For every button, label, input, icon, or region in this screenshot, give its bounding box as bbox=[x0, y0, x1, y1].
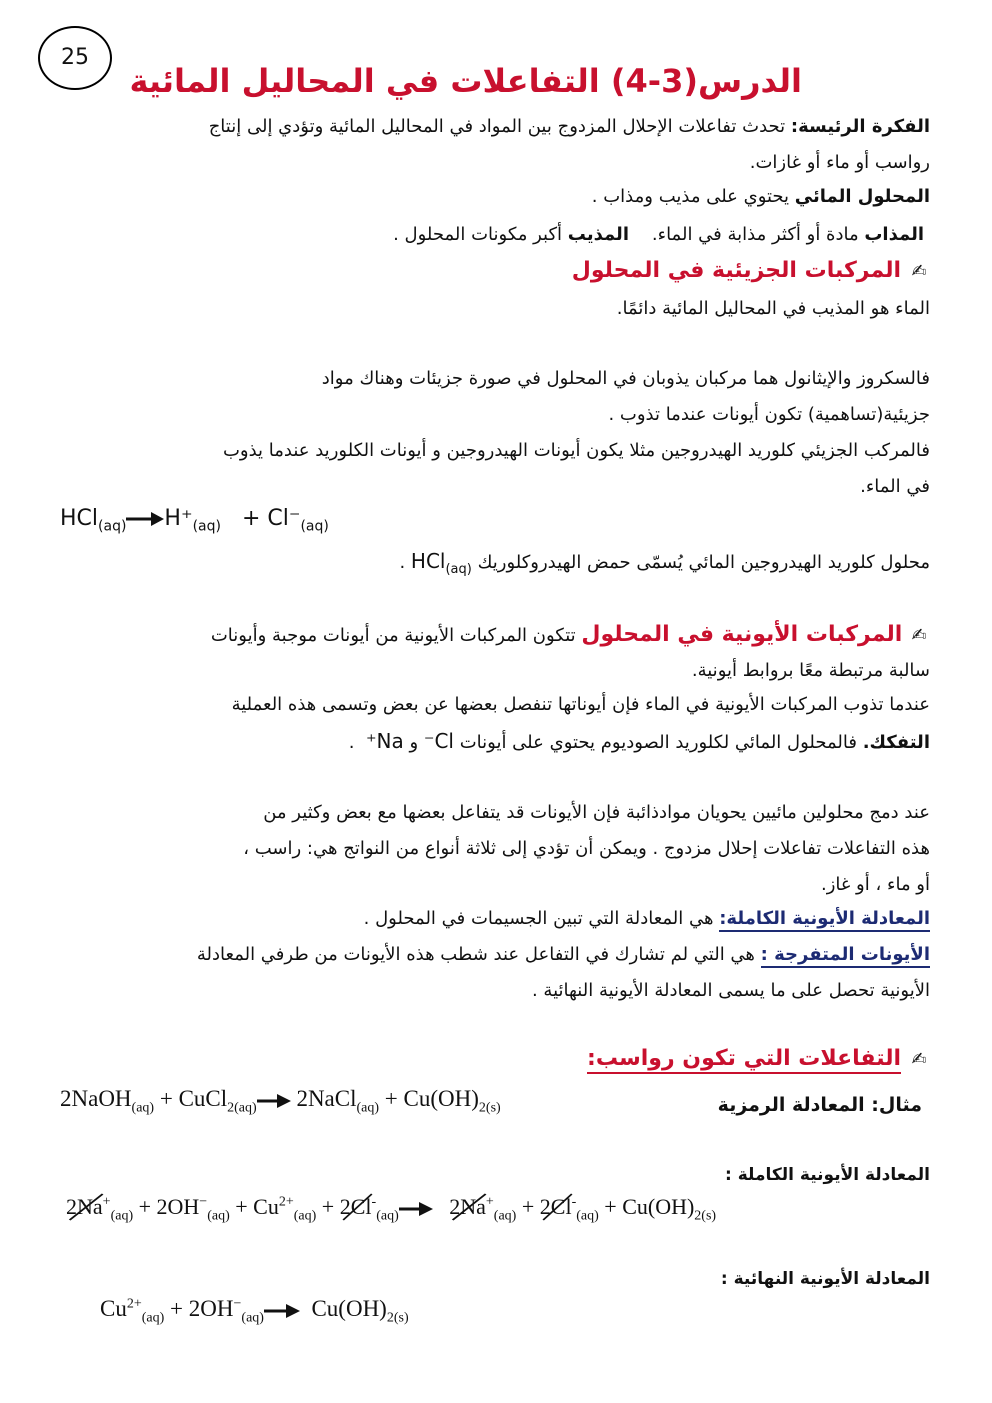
ionic-line3: عندما تذوب المركبات الأيونية في الماء فإن أيوناتها تنفصل بعضها عن بعض وتسمى هذه العملية bbox=[231, 694, 930, 715]
reaction-arrow-icon bbox=[126, 512, 164, 526]
eq-term: 2 bbox=[449, 1194, 461, 1219]
hcl-name-end: . bbox=[399, 552, 411, 573]
eq-term: Cu(OH) bbox=[311, 1296, 387, 1321]
strike-icon bbox=[449, 1194, 486, 1220]
molecular-heading-text: المركبات الجزيئية في المحلول bbox=[571, 258, 901, 283]
molecular-line3: جزيئية(تساهمية) تكون أيونات عندما تذوب . bbox=[608, 404, 930, 425]
main-idea-line1 bbox=[209, 112, 930, 142]
eq-superscript: 2+ bbox=[278, 1194, 294, 1210]
ionic-heading-line bbox=[211, 620, 930, 651]
molecular-heading bbox=[572, 256, 930, 287]
spectator-text: هي التي لم تشارك في التفاعل عند شطب هذه الأيونات من طرفي المعادلة bbox=[196, 944, 761, 965]
eq-superscript: + bbox=[102, 1194, 111, 1210]
net-ionic-equation bbox=[100, 1296, 409, 1327]
complete-ionic-equation bbox=[66, 1194, 716, 1224]
formula-equation bbox=[60, 1086, 501, 1117]
precipitate-heading-text: التفاعلات التي تكون رواسب: bbox=[587, 1046, 901, 1074]
strike-icon bbox=[340, 1194, 372, 1220]
solvent-text: أكبر مكونات المحلول . bbox=[393, 224, 568, 245]
pen-icon: ✍ bbox=[911, 625, 927, 646]
eq-subscript: (aq) bbox=[141, 1310, 165, 1326]
pen-icon: ✍ bbox=[911, 261, 927, 282]
sodium-ion: Na⁺ bbox=[365, 729, 404, 753]
main-idea-label: الفكرة الرئيسة: bbox=[790, 116, 930, 137]
molecular-line4: فالمركب الجزيئي كلوريد الهيدروجين مثلا يكون أيونات الهيدروجين و أيونات الكلوريد عندما يذوب bbox=[222, 440, 930, 461]
complete-ionic-label-2: المعادلة الأيونية الكاملة : bbox=[725, 1165, 930, 1185]
eq-superscript: - bbox=[371, 1194, 377, 1210]
eq-subscript: (aq) bbox=[293, 1208, 317, 1224]
eq-subscript: (aq) bbox=[192, 518, 221, 535]
page-number: 25 bbox=[38, 26, 112, 90]
aqueous-solution-text: يحتوي على مذيب ومذاب . bbox=[591, 186, 795, 207]
ionic-line4-text: فالمحلول المائي لكلوريد الصوديوم يحتوي على أيونات bbox=[453, 732, 863, 753]
molecular-line2: فالسكروز والإيثانول هما مركبان يذوبان في المحلول في صورة جزيئات وهناك مواد bbox=[321, 368, 930, 389]
mixing-line3: أو ماء ، أو غاز. bbox=[821, 874, 930, 895]
cancelled-term bbox=[66, 1194, 103, 1220]
eq-subscript: (aq) bbox=[131, 1100, 155, 1116]
reaction-arrow-icon bbox=[399, 1202, 433, 1216]
spectator-label: الأيونات المتفرجة : bbox=[761, 944, 930, 968]
example-label: مثال: المعادلة الرمزية bbox=[717, 1094, 922, 1116]
cancelled-term bbox=[340, 1194, 372, 1220]
eq-term: H⁺ bbox=[164, 506, 193, 531]
mixing-line2: هذه التفاعلات تفاعلات إحلال مزدوج . ويمكن أن تؤدي إلى ثلاثة أنواع من النواتج هي: راسب ، bbox=[243, 838, 930, 859]
aqueous-solution-label: المحلول المائي bbox=[794, 186, 930, 207]
eq-term: + bbox=[316, 1194, 340, 1219]
complete-ionic-label: المعادلة الأيونية الكاملة: bbox=[719, 908, 930, 932]
eq-term: 2NaOH bbox=[60, 1086, 132, 1111]
eq-subscript: 2(aq) bbox=[227, 1100, 257, 1116]
molecular-line5: في الماء. bbox=[860, 476, 930, 497]
chloride-ion: Cl⁻ bbox=[423, 729, 454, 753]
eq-subscript: 2(s) bbox=[694, 1208, 717, 1224]
eq-subscript: (aq) bbox=[110, 1208, 134, 1224]
conjunction: و bbox=[403, 732, 424, 753]
solvent-label: المذيب bbox=[567, 224, 629, 245]
eq-term: + 2OH bbox=[164, 1296, 234, 1321]
eq-term: 2 bbox=[539, 1194, 551, 1219]
eq-term: 2NaCl bbox=[296, 1086, 357, 1111]
eq-subscript: (aq) bbox=[300, 518, 329, 535]
ionic-heading-rest: تتكون المركبات الأيونية من أيونات موجبة وأيونات bbox=[210, 625, 582, 646]
complete-ionic-text: هي المعادلة التي تبين الجسيمات في المحلول . bbox=[363, 908, 720, 929]
strike-icon bbox=[66, 1194, 103, 1220]
eq-subscript: (aq) bbox=[493, 1208, 517, 1224]
spectator-line2: الأيونية تحصل على ما يسمى المعادلة الأيونية النهائية . bbox=[531, 980, 930, 1001]
eq-subscript: (aq) bbox=[207, 1208, 230, 1224]
eq-superscript: - bbox=[571, 1194, 577, 1210]
hcl-equation bbox=[60, 506, 329, 534]
hcl-formula bbox=[410, 549, 472, 577]
hcl-formula-symbol: HCl bbox=[410, 549, 446, 573]
hcl-formula-sub: (aq) bbox=[445, 562, 472, 577]
solute-label: المذاب bbox=[864, 224, 924, 245]
eq-term: + Cu(OH) bbox=[598, 1194, 695, 1219]
eq-term: + bbox=[516, 1194, 540, 1219]
cancelled-term bbox=[449, 1194, 486, 1220]
eq-subscript: (aq) bbox=[356, 1100, 380, 1116]
eq-superscript: − bbox=[199, 1194, 208, 1210]
cancelled-term bbox=[540, 1194, 572, 1220]
spectator-definition bbox=[197, 940, 930, 970]
eq-subscript: (aq) bbox=[576, 1208, 599, 1224]
ionic-line2: سالبة مرتبطة معًا بروابط أيونية. bbox=[691, 660, 930, 681]
solute-text: مادة أو أكثر مذابة في الماء. bbox=[629, 224, 865, 245]
eq-subscript: (aq) bbox=[241, 1310, 264, 1326]
hcl-name-line bbox=[399, 546, 930, 585]
eq-superscript: 2+ bbox=[126, 1296, 142, 1312]
eq-term: 2 bbox=[66, 1194, 77, 1219]
eq-term: HCl bbox=[60, 506, 99, 531]
solute-solvent-line bbox=[393, 220, 924, 250]
eq-term: Cl bbox=[550, 1194, 572, 1219]
eq-term: Cu bbox=[100, 1296, 127, 1321]
dissociation-term: التفكك. bbox=[862, 732, 930, 753]
eq-term: + Cu bbox=[229, 1194, 279, 1219]
eq-term: Na bbox=[460, 1194, 486, 1219]
eq-superscript: + bbox=[485, 1194, 494, 1210]
eq-term: + 2OH bbox=[133, 1194, 200, 1219]
ionic-line4-end: . bbox=[348, 732, 366, 753]
eq-term: 2 bbox=[339, 1194, 351, 1219]
main-idea-line2: رواسب أو ماء أو غازات. bbox=[749, 152, 930, 173]
eq-subscript: (aq) bbox=[98, 518, 127, 535]
mixing-line1: عند دمج محلولين مائيين يحويان موادذائبة فإن الأيونات قد يتفاعل بعضها مع بعض وكثير من bbox=[263, 802, 930, 823]
eq-term: + Cl⁻ bbox=[241, 506, 301, 531]
pen-icon: ✍ bbox=[911, 1049, 927, 1070]
hcl-name-text: محلول كلوريد الهيدروجين المائي يُسمّى حمض الهيدروكلوريك bbox=[471, 552, 930, 573]
complete-ionic-definition bbox=[364, 904, 930, 934]
strike-icon bbox=[540, 1194, 572, 1220]
molecular-line1: الماء هو المذيب في المحاليل المائية دائمًا. bbox=[616, 298, 930, 319]
reaction-arrow-icon bbox=[257, 1094, 291, 1108]
eq-term: Cl bbox=[350, 1194, 372, 1219]
eq-term: Na bbox=[77, 1194, 103, 1219]
eq-subscript: 2(s) bbox=[478, 1100, 501, 1116]
aqueous-solution-line bbox=[592, 182, 930, 212]
net-ionic-label: المعادلة الأيونية النهائية : bbox=[720, 1269, 930, 1289]
eq-term: + CuCl bbox=[154, 1086, 228, 1111]
ionic-heading-text: المركبات الأيونية في المحلول bbox=[581, 622, 903, 647]
main-idea-text: تحدث تفاعلات الإحلال المزدوج بين المواد في المحاليل المائية وتؤدي إلى إنتاج bbox=[208, 116, 786, 137]
precipitate-heading bbox=[587, 1044, 930, 1075]
lesson-title: الدرس(3-4) التفاعلات في المحاليل المائية bbox=[129, 62, 802, 100]
ionic-line4 bbox=[349, 726, 930, 758]
reaction-arrow-icon bbox=[264, 1304, 300, 1318]
eq-subscript: (aq) bbox=[376, 1208, 399, 1224]
eq-subscript: 2(s) bbox=[386, 1310, 409, 1326]
eq-term: + Cu(OH) bbox=[379, 1086, 479, 1111]
eq-superscript: − bbox=[233, 1296, 242, 1312]
